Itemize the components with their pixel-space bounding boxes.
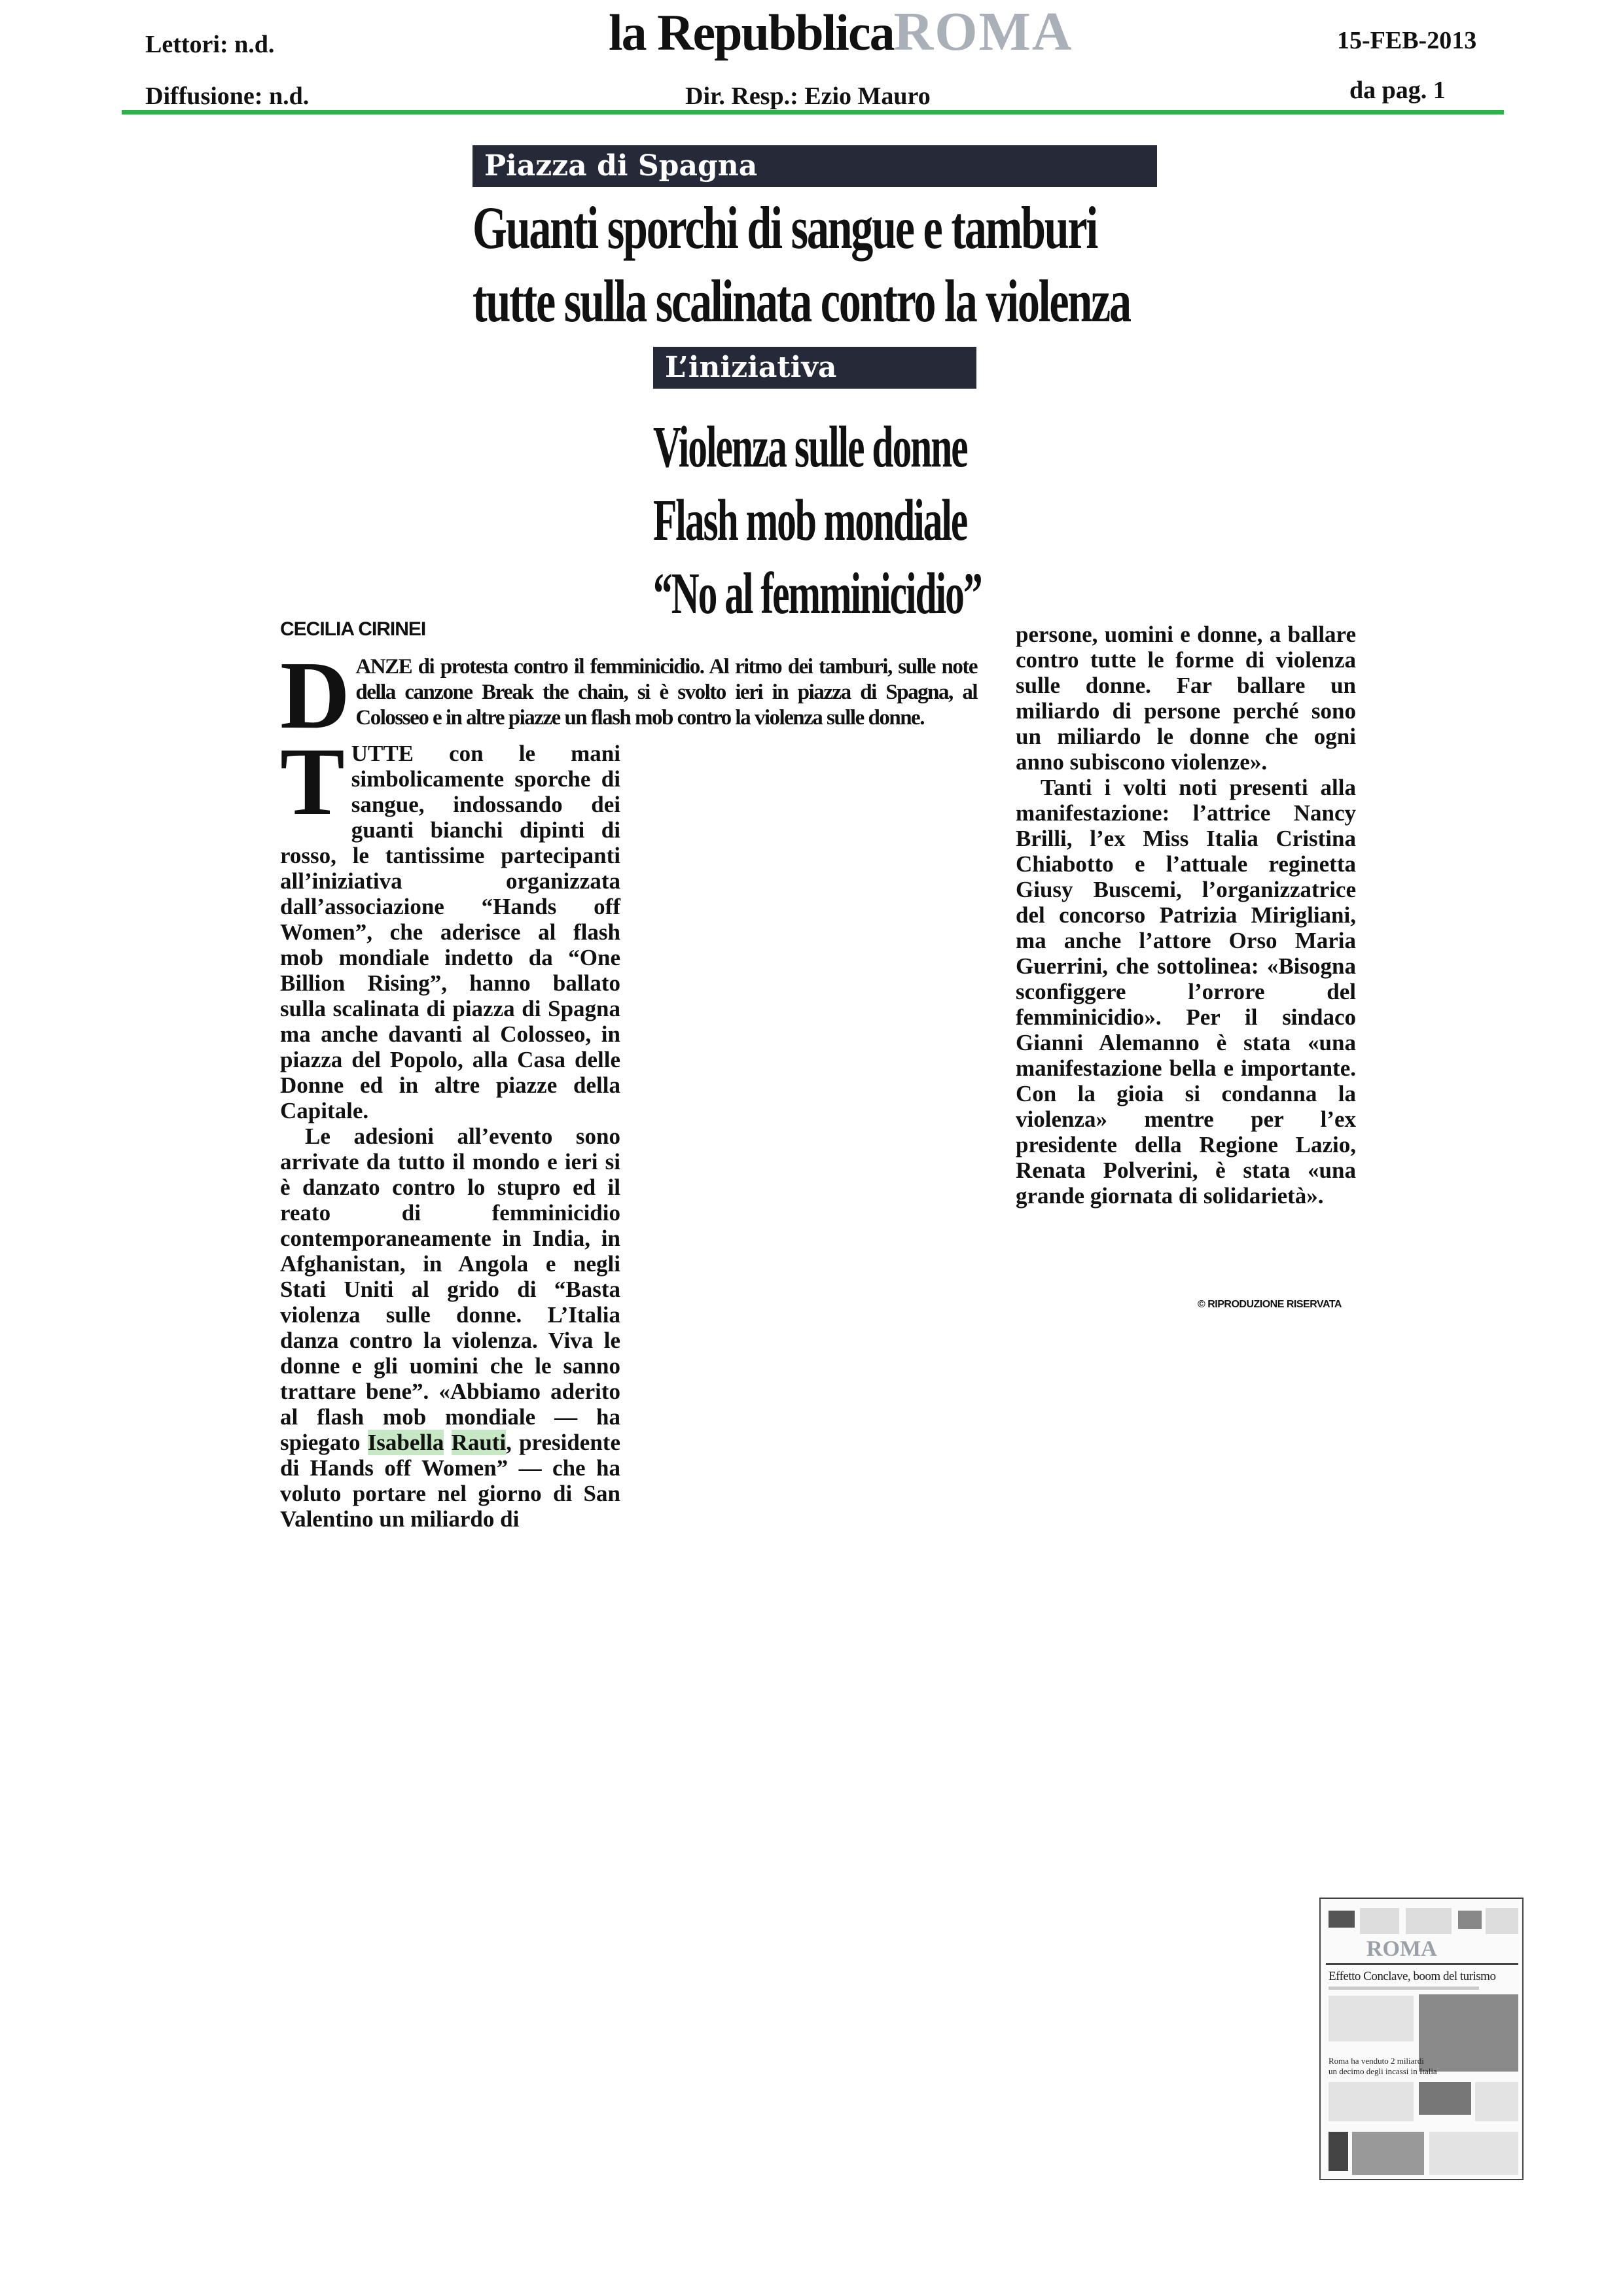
thumb-photo-3 [1419, 2082, 1471, 2115]
headline-article1 [473, 191, 1130, 338]
thumb-text-block-3 [1475, 2082, 1518, 2121]
thumb-teaser-1 [1360, 1908, 1399, 1934]
thumb-sub-2: un decimo degli incassi in Italia [1329, 2066, 1437, 2076]
body-paragraph-1 [280, 728, 620, 1123]
byline: CECILIA CIRINEI [280, 618, 426, 640]
body-p1-text: UTTE con le mani simbolicamente sporche di sangue, indossando dei guanti bianchi dipinti di rosso, le tantissime partecipanti all’iniziativa organizzata dall’associazione “Hands off Women”, che aderisce al flash mob mondiale indetto da “One Billion Rising”, hanno ballato sulla scalinata di piazza di Spagna ma anche davanti al Colosseo, in piazza del Popolo, alla Casa delle Donne ed in altre piazze della Capitale. [280, 741, 620, 1123]
header-rule [122, 110, 1504, 115]
thumb-subhead [1329, 1987, 1479, 1990]
masthead [609, 3, 1073, 62]
thumb-masthead: ROMA [1366, 1937, 1437, 1961]
body-column-1 [280, 728, 620, 1532]
thumb-text-block-2 [1329, 2082, 1414, 2121]
highlight-name-rauti: Rauti [451, 1430, 507, 1455]
headline2-line-2: Flash mob mondiale [653, 488, 967, 553]
highlight-name-isabella: Isabella [367, 1430, 444, 1455]
front-page-thumbnail [1319, 1898, 1524, 2180]
kicker-piazza-di-spagna: Piazza di Spagna [473, 145, 1157, 187]
thumb-headline: Effetto Conclave, boom del turismo [1329, 1969, 1496, 1983]
copyright-notice: © RIPRODUZIONE RISERVATA [1198, 1299, 1342, 1310]
headline-line-2: tutte sulla scalinata contro la violenza [473, 268, 1130, 334]
body-p2-text-b: , presidente di Hands off Women” — che ha voluto portare nel giorno di San Valentino un miliardo di [280, 1430, 620, 1532]
masthead-paper: la Repubblica [609, 4, 894, 61]
thumb-main-photo [1419, 1994, 1518, 2072]
lead-text: ANZE di protesta contro il femminicidio. Al ritmo dei tamburi, sulle note della canzone Break the chain, si è svolto ieri in piazza di Spagna, al Colosseo e in altre piazze un flash mob contro la violenza sulle donne. [355, 655, 977, 730]
lead-paragraph [280, 642, 977, 749]
readers-label: Lettori: n.d. [145, 31, 275, 58]
body-paragraph-4: Tanti i volti noti presenti alla manifestazione: l’attrice Nancy Brilli, l’ex Miss Italia Cristina Chiabotto e l’attuale reginetta Giusy Buscemi, l’organizzatrice del concorso Patrizia Mirigliani, ma anche l’attore Orso Maria Guerrini, che sottolinea: «Bisogna sconfiggere l’orrore del femminicidio». Per il sindaco Gianni Alemanno è stata «una manifestazione bella e importante. Con la gioia si condanna la violenza» mentre per l’ex presidente della Regione Lazio, Renata Polverini, è stata «una grande giornata di solidarietà». [1016, 775, 1356, 1209]
page-ref-label: da pag. 1 [1349, 77, 1446, 104]
body-paragraph-2 [280, 1123, 620, 1532]
headline2-line-3: “No al femminicidio” [653, 561, 982, 626]
headline2-line-1: Violenza sulle donne [653, 415, 967, 480]
body-paragraph-3: persone, uomini e donne, a ballare contro tutte le forme di violenza sulle donne. Far ballare un miliardo di persone perché sono un miliardo le donne che ogni anno subiscono violenze». [1016, 622, 1356, 775]
body-column-2 [1016, 622, 1356, 1209]
thumb-text-block-4 [1429, 2132, 1518, 2175]
thumb-ad-logo [1329, 2132, 1348, 2171]
thumb-photo-2 [1458, 1911, 1482, 1929]
thumb-rule [1326, 1963, 1518, 1965]
thumb-sub-1: Roma ha venduto 2 miliardi [1329, 2056, 1424, 2066]
director-label: Dir. Resp.: Ezio Mauro [685, 82, 931, 110]
thumb-text-block [1329, 1996, 1414, 2041]
thumb-photo-4 [1352, 2132, 1424, 2175]
lead-dropcap: D [280, 642, 349, 749]
date-label: 15-FEB-2013 [1337, 27, 1477, 54]
headline-article2 [653, 411, 982, 631]
thumb-teaser-3 [1486, 1908, 1518, 1934]
headline-line-1: Guanti sporchi di sangue e tamburi [473, 194, 1097, 261]
kicker-iniziativa: L’iniziativa [653, 347, 976, 389]
body-dropcap: T [280, 728, 345, 836]
thumb-photo-1 [1329, 1911, 1355, 1928]
masthead-city: ROMA [893, 1, 1073, 62]
thumb-teaser-2 [1406, 1908, 1452, 1934]
circulation-label: Diffusione: n.d. [145, 82, 310, 110]
body-p2-text-a: Le adesioni all’evento sono arrivate da tutto il mondo e ieri si è danzato contro lo stupro ed il reato di femminicidio contemporaneamente in India, in Afghanistan, in Angola e negli Stati Uniti al grido di “Basta violenza sulle donne. L’Italia danza contro la violenza. Viva le donne e gli uomini che le sanno trattare bene”. «Abbiamo aderito al flash mob mondiale — ha spiegato [280, 1123, 620, 1455]
